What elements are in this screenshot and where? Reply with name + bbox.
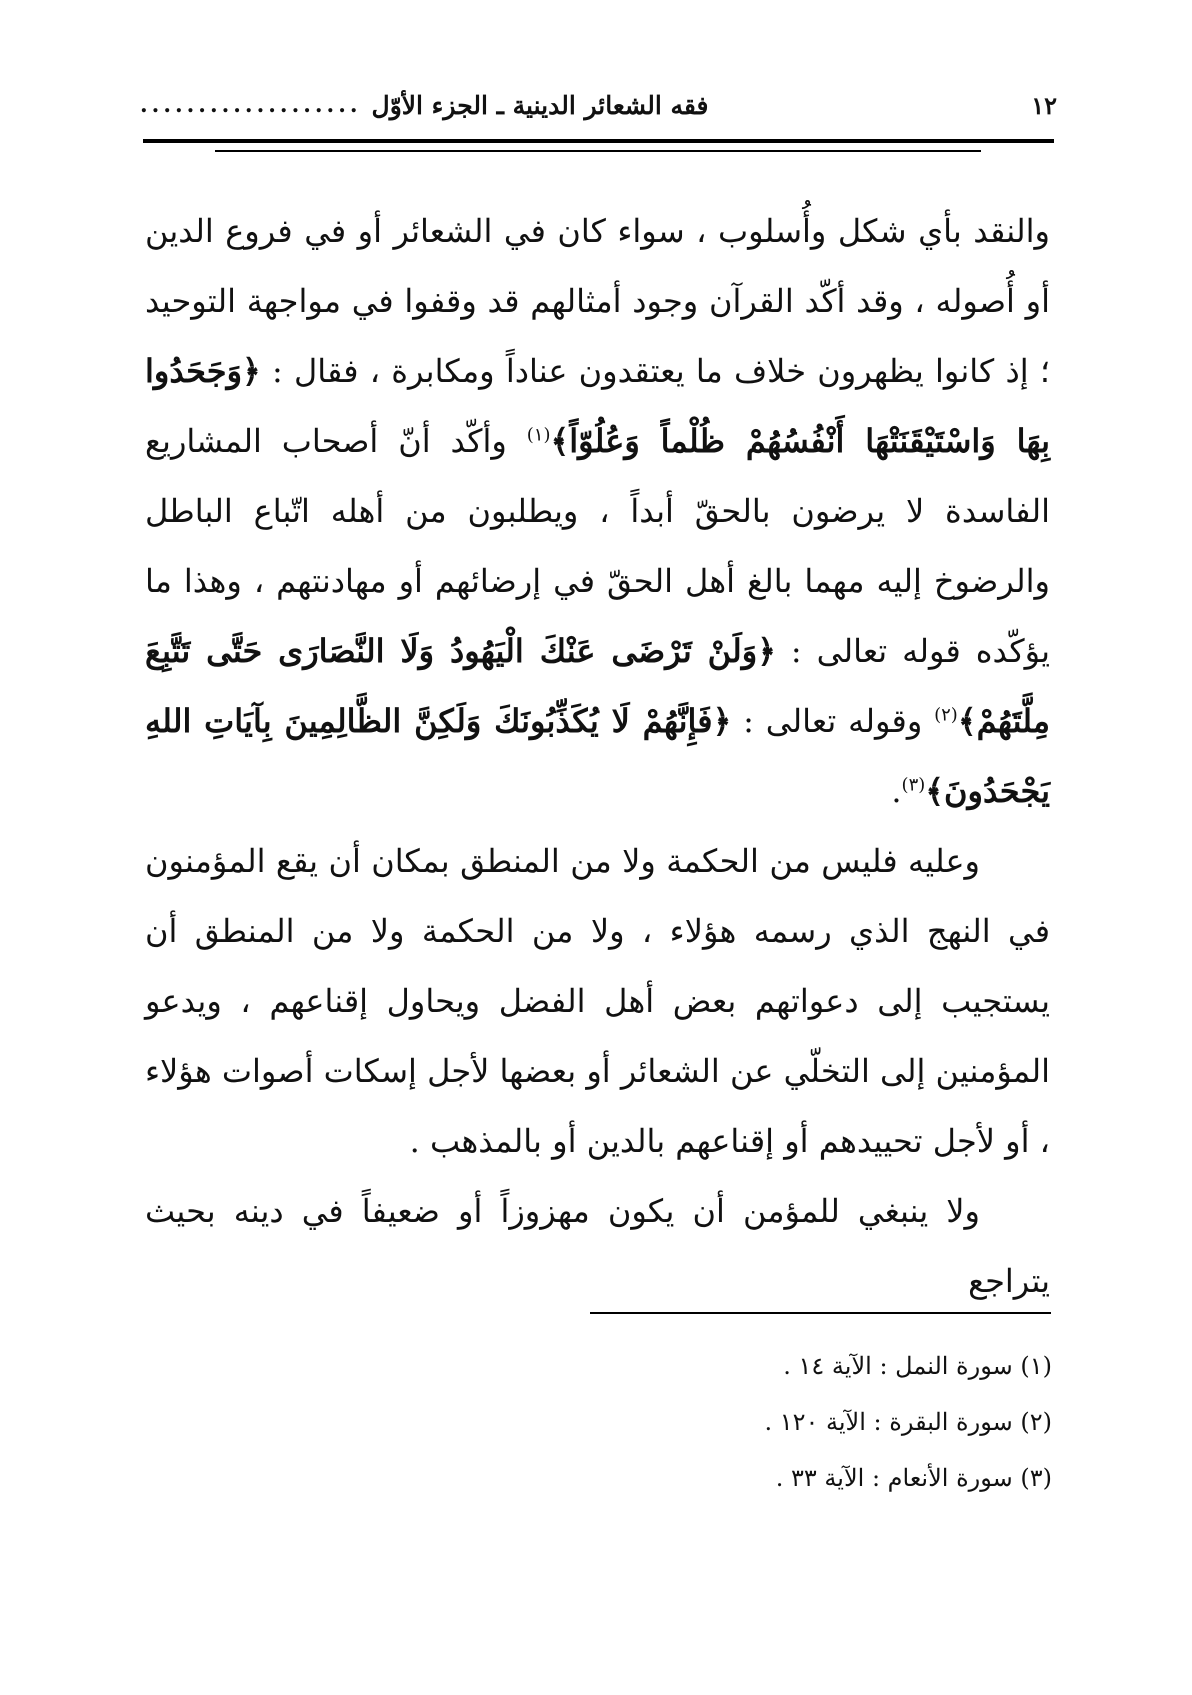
quran-quote-2: ﴿وَلَنْ تَرْضَى عَنْكَ الْيَهُودُ وَلَا النَّصَارَى حَتَّى تَتَّبِعَ مِلَّتَهُمْ﴾ <box>145 632 1050 740</box>
quran-quote-1: ﴿وَجَحَدُوا بِهَا وَاسْتَيْقَنَتْهَا أَنْفُسُهُمْ ظُلْماً وَعُلُوّاً﴾ <box>145 352 1050 460</box>
footnote-1: (١) سورة النمل : الآية ١٤ . <box>783 1352 1052 1380</box>
header-rule-thin <box>215 150 981 152</box>
header-title-group <box>140 91 709 120</box>
running-header <box>140 82 1057 128</box>
body-text <box>145 196 1050 1316</box>
footnote-3: (٣) سورة الأنعام : الآية ٣٣ . <box>775 1464 1052 1492</box>
paragraph-2: وعليه فليس من الحكمة ولا من المنطق بمكان أن يقع المؤمنون في النهج الذي رسمه هؤلاء ، ولا من الحكمة ولا من المنطق أن يستجيب إلى دعواتهم بعض أهل الفضل ويحاول إقناعهم ، ويدعو المؤمنين إلى التخلّي عن الشعائر أو بعضها لأجل إسكات أصوات هؤلاء ، أو لأجل تحييدهم أو إقناعهم بالدين أو بالمذهب . <box>145 842 1050 1160</box>
page-number: ١٢ <box>1031 90 1057 120</box>
paragraph-1 <box>145 196 1050 826</box>
header-rule-thick <box>143 139 1054 143</box>
paragraph-1-text-b: وأكّد أنّ أصحاب المشاريع الفاسدة لا يرضون بالحقّ أبداً ، ويطلبون من أهله اتّباع الباطل والرضوخ إليه مهما بالغ أهل الحقّ في إرضائهم أو مهادنتهم ، وهذا ما يؤكّده قوله تعالى : <box>145 422 1051 670</box>
quran-quote-3: ﴿فَإِنَّهُمْ لَا يُكَذِّبُونَكَ وَلَكِنَّ الظَّالِمِينَ بِآيَاتِ اللهِ يَجْحَدُونَ﴾ <box>145 702 1050 810</box>
footnote-ref-2: (٢) <box>934 704 958 726</box>
header-title: فقه الشعائر الدينية ـ الجزء الأوّل <box>371 90 709 120</box>
footnote-ref-1: (١) <box>526 424 551 446</box>
paragraph-1-text-c: وقوله تعالى : <box>731 702 935 740</box>
paragraph-1-text-a: والنقد بأي شكل وأُسلوب ، سواء كان في الشعائر أو في فروع الدين أو أُصوله ، وقد أكّد القرآن وجود أمثالهم قد وقفوا في مواجهة التوحيد ؛ إذ كانوا يظهرون خلاف ما يعتقدون عناداً ومكابرة ، فقال : <box>145 212 1050 390</box>
footnotes <box>552 1338 1052 1506</box>
paragraph-3: ولا ينبغي للمؤمن أن يكون مهزوزاً أو ضعيفاً في دينه بحيث يتراجع <box>145 1192 1050 1300</box>
footnote-2: (٢) سورة البقرة : الآية ١٢٠ . <box>764 1408 1052 1436</box>
footnote-rule <box>590 1312 1051 1314</box>
footnote-ref-3: (٣) <box>901 774 926 796</box>
paragraph-1-end: . <box>891 772 902 810</box>
header-leader-dots: ................... <box>140 92 362 118</box>
